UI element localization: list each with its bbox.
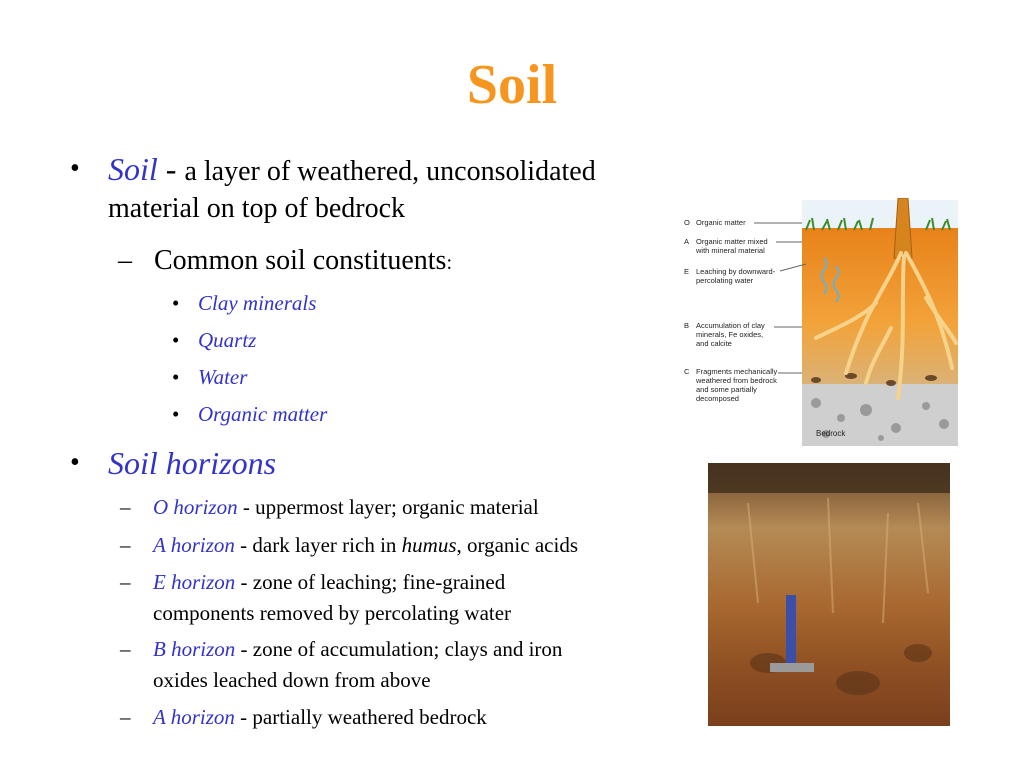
diagram-label-line: and calcite (696, 339, 732, 348)
constituent-label: Water (198, 365, 248, 389)
diagram-label-line: Leaching by downward- (696, 267, 776, 276)
subheading-colon: : (446, 252, 453, 274)
constituent-item (172, 325, 257, 355)
soil-profile-diagram (676, 198, 958, 446)
diagram-label-line: Organic matter (696, 218, 746, 227)
horizon-emphasis: humus (401, 533, 457, 557)
diagram-letter: A (684, 237, 690, 246)
hammer-handle (786, 595, 796, 665)
diagram-letter: E (684, 267, 690, 276)
subheading-text: Common soil constituents (154, 245, 447, 276)
horizon-desc: - zone of leaching; fine-grained (235, 570, 506, 594)
horizon-item (120, 702, 487, 732)
bullet-dot: • (172, 402, 180, 426)
diagram-label-line: and some partially (696, 385, 757, 394)
diagram-label-line: percolating water (696, 276, 754, 285)
term-soil-horizons: Soil horizons (108, 445, 277, 481)
dash: – (120, 533, 131, 557)
bullet-dot: • (70, 447, 80, 478)
bedrock-label: Bedrock (816, 429, 846, 438)
slide-title: Soil (466, 54, 558, 116)
definition-line1: a layer of weathered, unconsolidated (184, 156, 596, 187)
constituent-item (172, 399, 328, 429)
horizon-desc: - dark layer rich in (234, 533, 402, 557)
constituent-item (172, 288, 317, 318)
diagram-letter: C (684, 367, 690, 376)
horizon-desc-line2: oxides leached down from above (153, 668, 431, 692)
diagram-label-line: decomposed (696, 394, 739, 403)
horizon-name: E horizon (153, 570, 236, 594)
diagram-letter: O (684, 218, 690, 227)
horizon-desc: - partially weathered bedrock (234, 705, 487, 729)
dash: – (118, 245, 132, 276)
horizon-name: B horizon (153, 637, 236, 661)
dash: – (120, 570, 131, 594)
constituent-label: Clay minerals (198, 291, 317, 315)
diagram-label-line: Accumulation of clay (696, 321, 765, 330)
soil-profile-photo (708, 463, 950, 726)
constituent-label: Organic matter (198, 402, 328, 426)
constituent-item (172, 362, 248, 392)
hammer-head (770, 663, 814, 672)
horizon-item (120, 530, 578, 560)
definition-line2: material on top of bedrock (108, 193, 406, 224)
diagram-label-line: minerals, Fe oxides, (696, 330, 764, 339)
bullet-dot: • (172, 328, 180, 352)
constituent-label: Quartz (198, 328, 257, 352)
dash: – (120, 705, 131, 729)
diagram-letter: B (684, 321, 690, 330)
dash: – (120, 637, 131, 661)
term-soil: Soil (108, 151, 158, 187)
diagram-label-line: with mineral material (696, 246, 765, 255)
diagram-label-line: Organic matter mixed (696, 237, 768, 246)
horizon-item (120, 492, 539, 522)
bullet-dot: • (172, 291, 180, 315)
horizon-desc-line2: components removed by percolating water (153, 601, 512, 625)
horizon-desc-rest: , organic acids (456, 533, 578, 557)
definition-sep: - (157, 151, 185, 187)
horizon-name: A horizon (153, 533, 235, 557)
horizon-desc: - zone of accumulation; clays and iron (235, 637, 563, 661)
diagram-label-line: weathered from bedrock (696, 376, 777, 385)
dash: – (120, 495, 131, 519)
horizon-item (120, 634, 563, 692)
horizon-desc: - uppermost layer; organic material (237, 495, 539, 519)
horizon-item (120, 567, 512, 625)
horizon-name: O horizon (153, 495, 238, 519)
bullet-dot: • (172, 365, 180, 389)
horizon-name: A horizon (153, 705, 235, 729)
diagram-label-line: Fragments mechanically (696, 367, 778, 376)
bullet-dot: • (70, 153, 80, 184)
subheading-constituents (118, 245, 453, 277)
